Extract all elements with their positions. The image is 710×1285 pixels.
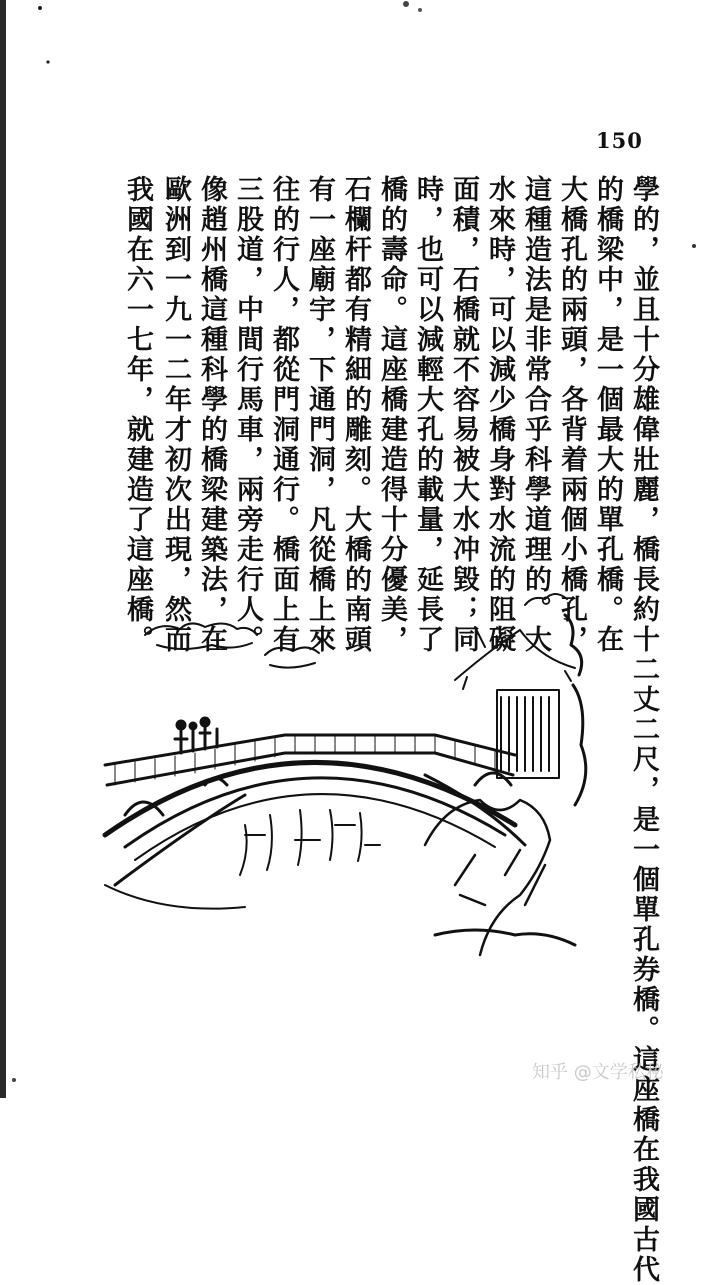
page-number: 150 bbox=[596, 128, 643, 153]
text-column: 橋的壽命。這座橋建造得十分優美， bbox=[376, 175, 407, 655]
text-column: 歐洲到一九一二年才初次出現，然而 bbox=[160, 175, 191, 655]
text-column: 我國在六一七年，就建造了這座橋。 bbox=[122, 175, 153, 655]
watermark-text: 知乎 @文学私秘 bbox=[532, 1062, 664, 1083]
cloud-drawing bbox=[145, 623, 319, 667]
text-column: 的橋梁中，是一個最大的單孔橋。在 bbox=[592, 175, 623, 655]
text-column: 面積，石橋就不容易被大水冲毀；同 bbox=[448, 175, 479, 655]
zhaozhou-bridge-illustration bbox=[95, 585, 595, 975]
text-column: 三股道，中間行馬車，兩旁走行人。 bbox=[232, 175, 263, 655]
water-reflection-drawing bbox=[240, 810, 380, 875]
bridge-arch-drawing bbox=[105, 717, 525, 885]
text-column: 學的，並且十分雄偉壯麗，橋長約十二丈二尺，是一個單孔券橋。這座橋在我國古代 bbox=[628, 175, 659, 1285]
text-column: 有一座廟宇，下通門洞，凡從橋上來 bbox=[304, 175, 335, 655]
text-column: 像趙州橋這種科學的橋梁建築法，在 bbox=[196, 175, 227, 655]
text-column: 水來時，可以減少橋身對水流的阻礙 bbox=[484, 175, 515, 655]
text-column: 石欄杆都有精細的雕刻。大橋的南頭 bbox=[340, 175, 371, 655]
text-column: 這種造法是非常合乎科學道理的。大 bbox=[520, 175, 551, 655]
text-column: 往的行人，都從門洞通行。橋面上有 bbox=[268, 175, 299, 655]
temple-drawing bbox=[455, 594, 586, 805]
text-column: 大橋孔的兩頭，各背着兩個小橋孔， bbox=[556, 175, 587, 655]
text-column: 時，也可以減輕大孔的載量，延長了 bbox=[412, 175, 443, 655]
trees-drawing bbox=[105, 800, 575, 955]
